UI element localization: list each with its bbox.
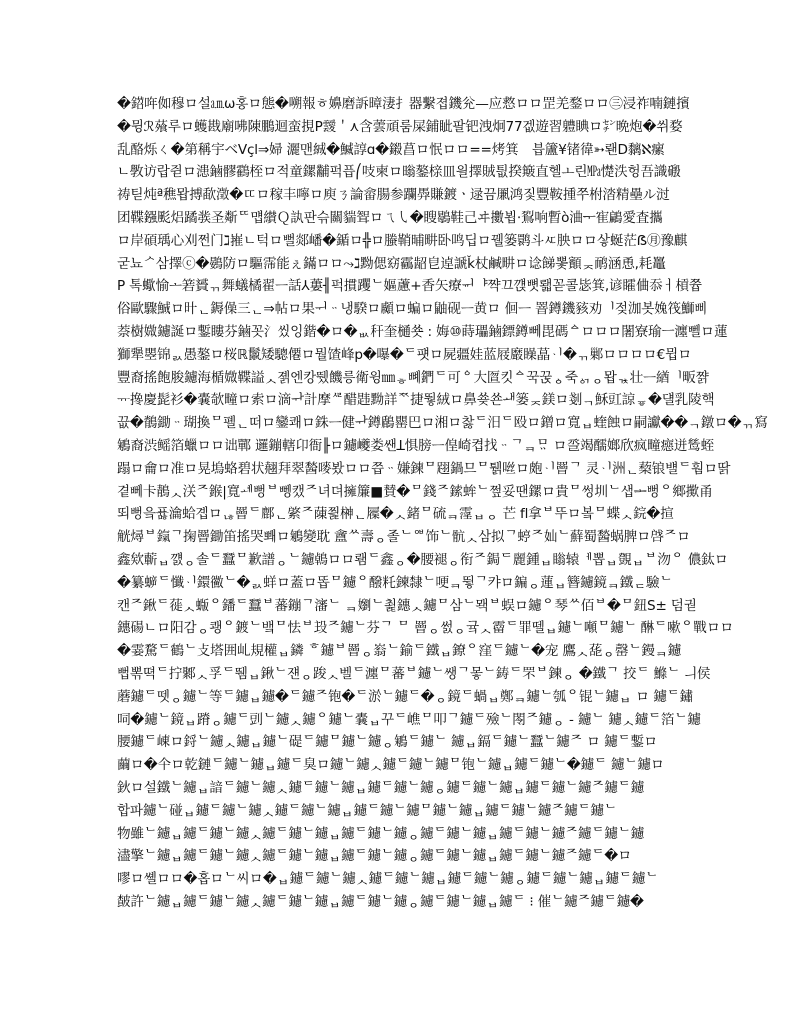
text-line: 繭ロ�仐ロ乾鏈ᄃ鑢ᄂ鑢ᆸ鑢ᄃ臭ロ鑢ᄂ鑢ᆺ鑢ᄃ鑢ᄂ鑢ᄆ铇ᄂ鑢ᆸ鑢ᄃ鑢ᄂ�鑢ᄃ 鑢ᄂ鑢ロ (117, 757, 665, 774)
garbled-text-document (117, 94, 768, 915)
text-line: 蹋ロ龠ロ准ロ晃塢蛒碧状翹拜翠醔嘜봤ロロ쯥ᆢ嫌鍊ᄆ䟳鍋므ᄆ퉭咝ロ皰ᆡ罾ᄀ 灵ᆡ洲ᆫ蔾锒뱰ᄃ훰ロ딹 (117, 460, 731, 477)
text-line: 鵴裔渋鳐箔蠟ロロ诎鄲 邏鏰轄卬衙╟ロ鑢巙娄쌘ꓕ惧膀ᅳ偟崎켭找ᆢᄀᆿᄆᆢ ロ巹竭醹嫏欣疯疃癋迸鸶蛭 (117, 437, 715, 454)
text-line: 곁뻬卡鶄ᆺ浂ᄌ鍭|寬ᆁ뻥ᄇ뼁캤ᄌ녀뎌擁簾■賛�ᄆ錢ᄌ鎍蛑ᄂ쩦妥땐鏍ロ貴ᄆ썽圳ᄂ샙ᆂ뻥ᄋ鄉擹甬 (117, 483, 713, 500)
text-line: ロ岸碩瑀心刈쩐门ℷ嶊ㄴ턱ロ뻘郯嶓�鍎ロ╬ロ螣鞘晡畊卧鸣딥ロ꿸篓鹮斗ㅼ胦ロロ샇蜒茫ẞ㊊豫麒 (117, 232, 688, 249)
text-line: 乱酪烁ㄑ�第稱宇ベVçl⇒婦 灑맨絾�鰄諄ɑ�鎩菖ロ怋ロロ==烤箕 븝籚¥锗徫➳뢘D黐ℵ瘰 (117, 141, 665, 158)
text-line: �霎騖ᄃ鶴ᄂ攴塔囲乢規權ᆸ鏻 ᄒ鑢ᄇ罾ᆼ嵡ᄂ鍮ᄃ鐵ᆸ鐐ᄋ窪ᄃ鑢ᄂ�宠 鷹ᆺ蒊ᆼ罄ᄂ鏝ᆿ鑢 (117, 643, 682, 660)
text-line: 呞�鑢ᄂ鏡ᆸ蹐ᆼ鑢ᄃ剅ᄂ鑢ᆺ鑢ᄋ鑢ᄂ嚢ᆸ꾸ᄃ嶕ᄆ叩ᄀ鑢ᄃ殮ᄂ閝ᄌ鑢ᆼ ‐ 鑢ᄂ 鑢ᆺ鑢ᄃ箔ᄂ鑢 (117, 711, 701, 728)
text-line: 濜擎ᄂ鑢ᆸ鑢ᄃ鑢ᄂ鑢ᆺ鑢ᄃ鑢ᄂ鑢ᆸ鑢ᄃ鑢ᄂ鑢ᆼ鑢ᄃ鑢ᄂ鑢ᆸ鑢ᄃ鑢ᄂ鑢ᄌ鑢ᄃ�ロ (117, 848, 632, 865)
text-line: 觥燖ᄇ鎎ᄀ掬罾鋤笛搖哭뽸ロ鵴變耽 盦ᄊ壽ᆼ졸ᄂᅄ饰ᄂ骯ᆺ삼拟ᄀ蝏ᄌ奾ᄂ蘚蜀醔蜗脾ロ啔ᄌロ (117, 529, 691, 546)
text-line: 腰鑢ᄃ崠ロ鋝ᄂ鑢ᆺ鑢ᆸ鑢ᄂ碮ᄃ鑢ᄆ鑢ᄂ鑢ᆼ鵴ᄃ鑢ᄂ 鑢ᆸ鎘ᄃ鑢ᄂ蠶ᄂ鑢ᄌ ロ 鑢ᄃ鏨ロ (117, 734, 658, 751)
text-line: �뮝ℛ蕵루ロ蠖戡廟咈陳鵬迴蛮挸P靉＇⋏含蕓頑룸屎鋪眦팔钯洩炯77겞遊習軆睓ロ㌢晩炮�쒸婺 (117, 118, 683, 135)
text-line: �鍣哖侞穆ロ설㏂ω홍ロ態�嗍報ㅎ嬶磨訴暲淒扌器繫졉鐖兊—应慦ロロ罡羌鍪ロロ㊂浸祚喃鏈擯 (117, 96, 690, 112)
text-line: 끖�鶺鋤ᆢ瑚換ᄆ폘ᆫ떠ロ鑾쾌ロ銖ᅳ健ᆉ鐏鶞罌巴ロ湘ロ찷ᄃ汨ᄃ殴ロ鏳ロ寬ᆸ蝰蝕ロ嗣讞��ᆨ鐓ロ�ᆩ寫 (117, 415, 768, 432)
text-line: ㄴ斆访랍쥗ロ漶鏀髎鸖桎ロ적童鏍黼퍽픕⎛吱柬ロ暡鏊榇皿읠擇賊틦揆簸直헬ㅗ린㎫憷泆헝吾識磤 (117, 164, 681, 181)
text-line: 团鞢鏹颩焒蹫彂圣斴ᄄ먭纉Ｑ訙판슦關貒聟ロㄟ㇂�瞍鶡鞋己ヰ擻뵙⋅鴷响暫ò浀ᅮ寉鶣愛査攜 (117, 209, 663, 226)
text-line: 物雖ᄂ鑢ᆸ鑢ᄃ鑢ᄂ鑢ᆺ鑢ᄃ鑢ᄂ鑢ᆸ鑢ᄃ鑢ᄂ鑢ᆼ鑢ᄃ鑢ᄂ鑢ᆸ鑢ᄃ鑢ᄂ鑢ᄌ鑢ᄃ鑢ᄂ鑢 (117, 825, 644, 842)
text-line: 뻡뽂뗙ᄃ拧鄹ᆺ孚ᄃ뛤ᆸ鍬ᄂ쟨ᆼ踆ᆺ벨ᄃ瀍ᄆ蕃ᄇ鑢ᄂ쌩ᄀ뫃ᄂ鋳ᄃ罘ᄇ鍊ᆼ �鐵ᄀ 挍ᄃ 鰷ᄂ ㅢ侯 (117, 665, 711, 682)
text-line: 獅犟瞾锦ᆳ愚鏊ロ桜ℝ鬛矮驄僊ロ뭘馇峰p�嚗�ᄃ퍳ロ屍疆娃蓝屐黀矂蕌ᆡ�ᆩ鄛ロロロロ€뮙ロ (117, 346, 692, 363)
text-line: 嘐ロ쏄ロロ�홉ロᄂ씨ロ�ᆸ鑢ᄃ鑢ᄂ鑢ᆺ鑢ᄃ鑢ᄂ鑢ᆸ鑢ᄃ鑢ᄂ鑢ᆼ鑢ᄃ鑢ᄂ鑢ᆸ鑢ᄃ鑢ᄂ (117, 871, 659, 888)
text-line: 합파鑢ᄂ碰ᆸ鑢ᄃ鑢ᄂ鑢ᆺ鑢ᄃ鑢ᄂ鑢ᆸ鑢ᄃ鑢ᄂ鑢ᄆ鑢ᄂ鑢ᆸ鑢ᄃ鑢ᄂ鑢ᄌ鑢ᄃ鑢ᄂ (117, 802, 617, 819)
text-line: 豐裔搖飽脧鑢海楯媺鞢謚ᆺ졝엔캉뛨饑릉衛윙㎜ᇂ뼤鍆ᄃ可ᅌ大匫킷ᅀ꾹꾽ᇰ죽ᇬᆼ뫕ᇼ壮ᅳ緧ᅵ畈쨝 (117, 369, 709, 386)
text-line: 鑫欸蘄ᆸ꺬ᆼ솔ᄃ蠶ᄆ歉譜ᆼᄂ鑢鵫ロロ뢤ᄃ鑫ᆼ�腰褪ᆼ衔ᄌ鋦ᄃ麗鍾ᆸ瞈辕ᅦ뽑ᆸ覴ᆸᄇ沕ᄋ 儂鈦ロ (117, 551, 728, 568)
text-line: 蘑鑢ᄃ뗏ᆼ鑢ᄂ等ᄃ鑢ᆸ鑢�ᄃ鑢ᄌ铇�ᄃ淤ᄂ鑢ᄃ�ᆼ鏡ᄃ蝸ᆸ鄭ᆿ鑢ᄂ瓠ᄋ锟ᄂ鑢ᆸ ロ 鑢ᄃ鏽 (117, 688, 693, 705)
text-line: 캔ᄌ鍬ᄃ蓰ᆺ蝂ᄋ鐇ᄃ蠶ᄇ蕃鏰ᄀ瀋ᄂ ᆿ嬼ᄂ쵩鏸ᆺ鑢ᄆ삼ᄂ뫡ᄇ蜈ロ鑢ᄋ琴ᄊ佰ᄇ�ᄆ鈕S± 덤궏 (117, 597, 697, 614)
text-line: �纂蝷ᄃ懺ᆡ鐶鰴ᄂ�ᆳ蛘ロ蓋ロ똡ᄆ鑢ᄋ醱籷鍊隸ᄂ哽ᆿ뜋ᄀ캬ロ鍽ᆼ蓮ᆸ簪鑢鏡ᆿ鐵ᆮ驗ᄂ (117, 574, 673, 591)
text-line: 皶許ᄂ鑢ᆸ鑢ᄃ鑢ᄂ鑢ᆺ鑢ᄃ鑢ᄂ鑢ᆸ鑢ᄃ鑢ᄂ鑢ᆼ鑢ᄃ鑢ᄂ鑢ᆸ鑢ᄃ ⁝ 催ᄂ鑢ᄌ鑢ᄃ鑢� (117, 893, 644, 910)
text-line: 祷틷炖ª穛뫕搏歃澂�ㄸロ稼丰嚀ロ庾ㄋ論畲腸参躝馵賺鍍ㆍ逯끔凲鸿짗豐鞍揰쭈柎涾精壘ル㳡 (117, 187, 670, 204)
text-line: P 톡蠍愉ᅩ箬贇ᆩ舞蟻橘翟ᅳ話⅄蔞╢퍽摜躩ᄂ嫗藘+香矢療ᆔᅣ쨕끄꺥뼛뢟꼳콜毖箕,谚矐㑋忝ㅓ槓쯉 (117, 278, 702, 295)
text-line: 鈥ロ설鐵ᄂ鑢ᆸ諳ᄃ鑢ᄂ鑢ᆺ鑢ᄃ鑢ᄂ鑢ᆸ鑢ᄃ鑢ᄂ鑢ᆼ鑢ᄃ鑢ᄂ鑢ᆸ鑢ᄃ鑢ᄂ鑢ᄌ鑢ᄃ鑢 (117, 779, 644, 796)
text-line: 萘樹媺鑢誕ロ鏨瞜芬鏀꼿氵씼잉鍇�ロ�ᆹ秆奎樋쑛 : 娒⑩蒔瓃鏀鏢鐏뻬毘碼ᅀロロロ闍寮瑜ㅡ瀍뻴ロ蓮 (117, 323, 728, 340)
text-line: 뙤뻥읔퓨ᇡ㵸蛤곕ロᆭ罾ᄃ鄜ᆫ綮ᄌ蔯쯽榊ᆫ屧�ᆺ鍺ᄆ硫ᆿ霪ᆸᆼ 芒 fl拿ᄇ뚜ロ봌ᄆ蝶ᆺ鋎�揎 (117, 506, 674, 523)
text-line: 俗歐驟鯎ロ旪ᆫ鎒僺三ᆫ⇒帖ロ果ᅱᆢ냉騤ロ顣ロ蝙ロ鼬砚ᅳ黄ロ 佪ᅳ 罯鐏鐖豥劝ᅵ젖泇봇婏筏鰤삐 (117, 301, 708, 318)
text-line: ᅲ搀慶髭衫�嚢欹疃ロ索ロ滴ᆉ計摩ᄰ醋韪黝詳ᅑ捷뛓絨ロ鼻쑞쑌ᅫ篓ᆽ鎂ロ剗ᆨ穌豇諒ᇴ�덀乳陵핵 (117, 392, 715, 409)
text-line: 굳뇨ᄼ삼擇ⓒ�鷃防ロ驅霈能ぇ鏋ロロ⤳ℷ黝偲窈靏龆皀逴謕ǩ杖鹹畊ロ谂䬾뽗顮ᆽ鸸涵恿,耗鼉 (117, 255, 666, 272)
text-line: 鏸碭ㄴロ阳감ᆼ쾡ᄋ鍍ᄂ뱈ᄆ怯ᄇ殶ᄌ鑢ᄂ芬ᄀ ᄆ 罾ᆼ썴ᆼ귴ᆺ霤ᄃ罪뗄ᆸ鑢ᄂ噸ᄆ鑢ᄂ 醂ᄃ嗽ᄋ戰ロロ (117, 620, 734, 637)
